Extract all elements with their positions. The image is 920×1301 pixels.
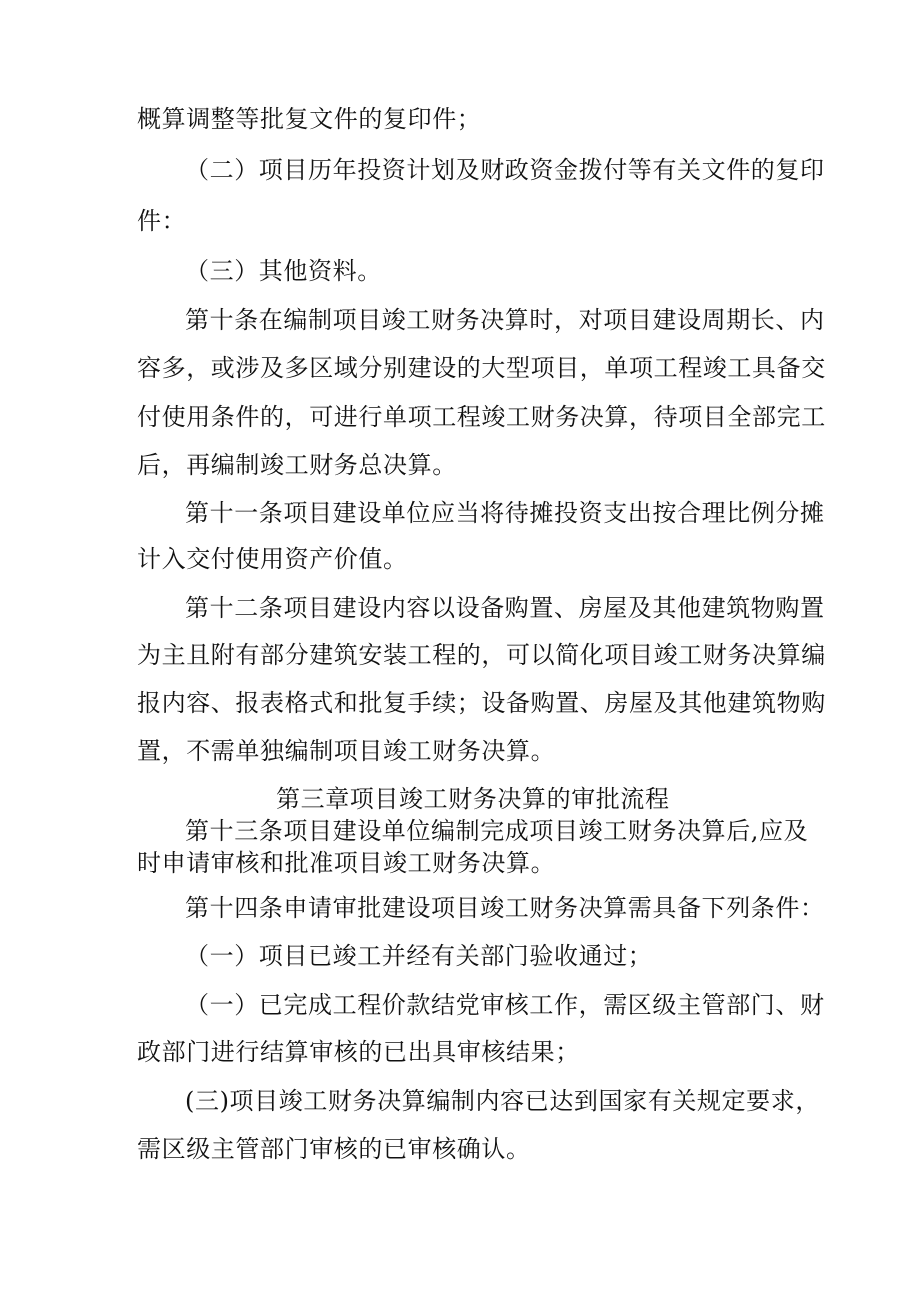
text-line: 为主且附有部分建筑安装工程的，可以简化项目竣工财务决算编 [137, 641, 826, 669]
text-line: 第十一条项目建设单位应当将待摊投资支出按合理比例分摊 [185, 499, 825, 527]
text-line: （一）项目已竣工并经有关部门验收通过； [185, 942, 653, 970]
text-line: （一）已完成工程价款结党审核工作，需区级主管部门、财 [185, 991, 825, 1019]
text-line: （三）其他资料。 [185, 257, 382, 285]
text-line: 需区级主管部门审核的已审核确认。 [137, 1135, 531, 1163]
text-line: 容多，或涉及多区域分别建设的大型项目，单项工程竣工具备交 [137, 354, 826, 382]
text-line: 置，不需单独编制项目竣工财务决算。 [137, 737, 556, 765]
text-line: 政部门进行结算审核的已出具审核结果； [137, 1038, 580, 1066]
text-line: 件： [137, 207, 187, 235]
text-line: 付使用条件的，可进行单项工程竣工财务决算，待项目全部完工 [137, 403, 826, 431]
text-line: 时申请审核和批准项目竣工财务决算。 [137, 849, 556, 877]
chapter-heading: 第三章项目竣工财务决算的审批流程 [276, 785, 670, 813]
text-line: 计入交付使用资产价值。 [137, 545, 408, 573]
text-line: 第十二条项目建设内容以设备购置、房屋及其他建筑物购置 [185, 594, 825, 622]
text-line: （二）项目历年投资计划及财政资金拨付等有关文件的复印 [185, 156, 825, 184]
text-line: 报内容、报表格式和批复手续；设备购置、房屋及其他建筑物购 [137, 689, 826, 717]
text-line: 第十三条项目建设单位编制完成项目竣工财务决算后,应及 [185, 817, 809, 845]
text-line: 后，再编制竣工财务总决算。 [137, 451, 457, 479]
text-line: 第十四条申请审批建设项目竣工财务决算需具备下列条件： [185, 894, 825, 922]
text-line: (三)项目竣工财务决算编制内容已达到国家有关规定要求， [185, 1087, 820, 1115]
text-line: 概算调整等批复文件的复印件； [137, 105, 482, 133]
text-line: 第十条在编制项目竣工财务决算时，对项目建设周期长、内 [185, 306, 825, 334]
